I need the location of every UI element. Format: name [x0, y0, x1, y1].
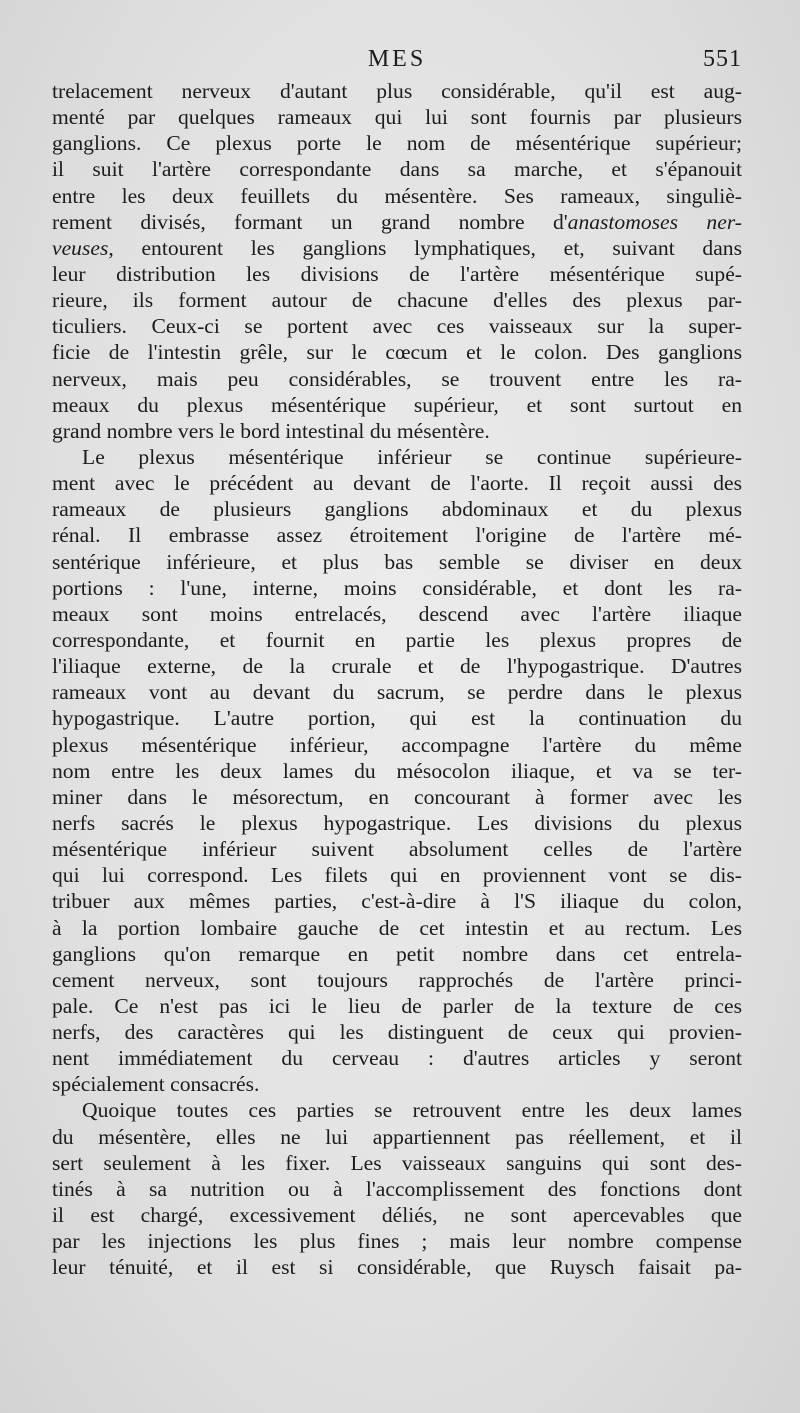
text-line: ticuliers. Ceux-ci se portent avec ces vaisseaux sur la super-	[52, 314, 742, 339]
text-line: rameaux vont au devant du sacrum, se perdre dans le plexus	[52, 680, 742, 705]
text-line: hypogastrique. L'autre portion, qui est la continuation du	[52, 706, 742, 731]
text-line: sentérique inférieure, et plus bas semble se diviser en deux	[52, 549, 742, 574]
text-line: meaux du plexus mésentérique supérieur, et sont surtout en	[52, 392, 742, 417]
text-line: leur distribution les divisions de l'artère mésentérique supé-	[52, 261, 742, 286]
text-line: nom entre les deux lames du mésocolon iliaque, et va se ter-	[52, 758, 742, 783]
text-line: leur ténuité, et il est si considérable, que Ruysch faisait pa-	[52, 1255, 742, 1280]
text-line: mésentérique inférieur suivent absolument celles de l'artère	[52, 837, 742, 862]
running-head: MES	[367, 46, 427, 72]
text-line: nerveux, mais peu considérables, se trouvent entre les ra-	[52, 366, 742, 391]
text-line: l'iliaque externe, de la crurale et de l'hypogastrique. D'autres	[52, 654, 742, 679]
text-line: il est chargé, excessivement déliés, ne sont apercevables que	[52, 1203, 742, 1228]
text-line: par les injections les plus fines ; mais leur nombre compense	[52, 1229, 742, 1254]
text-line: plexus mésentérique inférieur, accompagne l'artère du même	[52, 732, 742, 757]
text-line: spécialement consacrés.	[52, 1072, 260, 1097]
text-line: cement nerveux, sont toujours rapprochés de l'artère princi-	[52, 967, 742, 992]
text-segment: , entourent les ganglions lymphatiques, et, suivant dans	[108, 235, 742, 260]
text-line: Quoique toutes ces parties se retrouvent entre les deux lames	[82, 1098, 742, 1123]
text-segment: rement divisés, formant un grand nombre d'	[52, 209, 568, 234]
text-line: grand nombre vers le bord intestinal du mésentère.	[52, 418, 490, 443]
text-line: rénal. Il embrasse assez étroitement l'origine de l'artère mé-	[52, 523, 742, 548]
text-line: trelacement nerveux d'autant plus considérable, qu'il est aug-	[52, 79, 742, 103]
body-text	[52, 78, 742, 1280]
text-line: ment avec le précédent au devant de l'aorte. Il reçoit aussi des	[52, 471, 742, 496]
text-line: rieure, ils forment autour de chacune d'elles des plexus par-	[52, 288, 742, 313]
text-line: entre les deux feuillets du mésentère. Ses rameaux, singuliè-	[52, 183, 742, 208]
text-line: nerfs, des caractères qui les distinguent de ceux qui provien-	[52, 1020, 742, 1045]
text-line: menté par quelques rameaux qui lui sont fournis par plusieurs	[52, 105, 742, 130]
text-line: à la portion lombaire gauche de cet intestin et au rectum. Les	[52, 915, 742, 940]
text-line: tinés à sa nutrition ou à l'accomplissement des fonctions dont	[52, 1176, 742, 1201]
text-line: il suit l'artère correspondante dans sa marche, et s'épanouit	[52, 157, 742, 182]
text-line: tribuer aux mêmes parties, c'est-à-dire à l'S iliaque du colon,	[52, 889, 742, 914]
italic-term: veuses	[52, 235, 109, 260]
text-line: du mésentère, elles ne lui appartiennent pas réellement, et il	[52, 1124, 742, 1149]
text-line: Le plexus mésentérique inférieur se continue supérieure-	[82, 444, 742, 469]
italic-term: anastomoses ner-	[567, 209, 742, 234]
page-number: 551	[703, 46, 742, 72]
text-line	[52, 235, 742, 261]
text-line: nerfs sacrés le plexus hypogastrique. Les divisions du plexus	[52, 810, 742, 835]
text-line: nent immédiatement du cerveau : d'autres articles y seront	[52, 1046, 742, 1071]
text-line: miner dans le mésorectum, en concourant à former avec les	[52, 784, 742, 809]
text-line: ficie de l'intestin grêle, sur le cœcum et le colon. Des ganglions	[52, 340, 742, 365]
text-line: sert seulement à les fixer. Les vaisseaux sanguins qui sont des-	[52, 1150, 742, 1175]
text-line: meaux sont moins entrelacés, descend avec l'artère iliaque	[52, 601, 742, 626]
text-line: portions : l'une, interne, moins considérable, et dont les ra-	[52, 575, 742, 600]
text-line: rameaux de plusieurs ganglions abdominaux et du plexus	[52, 497, 742, 522]
text-line	[52, 209, 742, 235]
text-line: qui lui correspond. Les filets qui en proviennent vont se dis-	[52, 863, 742, 888]
text-line: ganglions qu'on remarque en petit nombre dans cet entrela-	[52, 941, 742, 966]
text-line: ganglions. Ce plexus porte le nom de mésentérique supérieur;	[52, 131, 742, 156]
text-line: correspondante, et fournit en partie les plexus propres de	[52, 627, 742, 652]
page-header	[52, 46, 742, 80]
text-line: pale. Ce n'est pas ici le lieu de parler de la texture de ces	[52, 993, 742, 1018]
